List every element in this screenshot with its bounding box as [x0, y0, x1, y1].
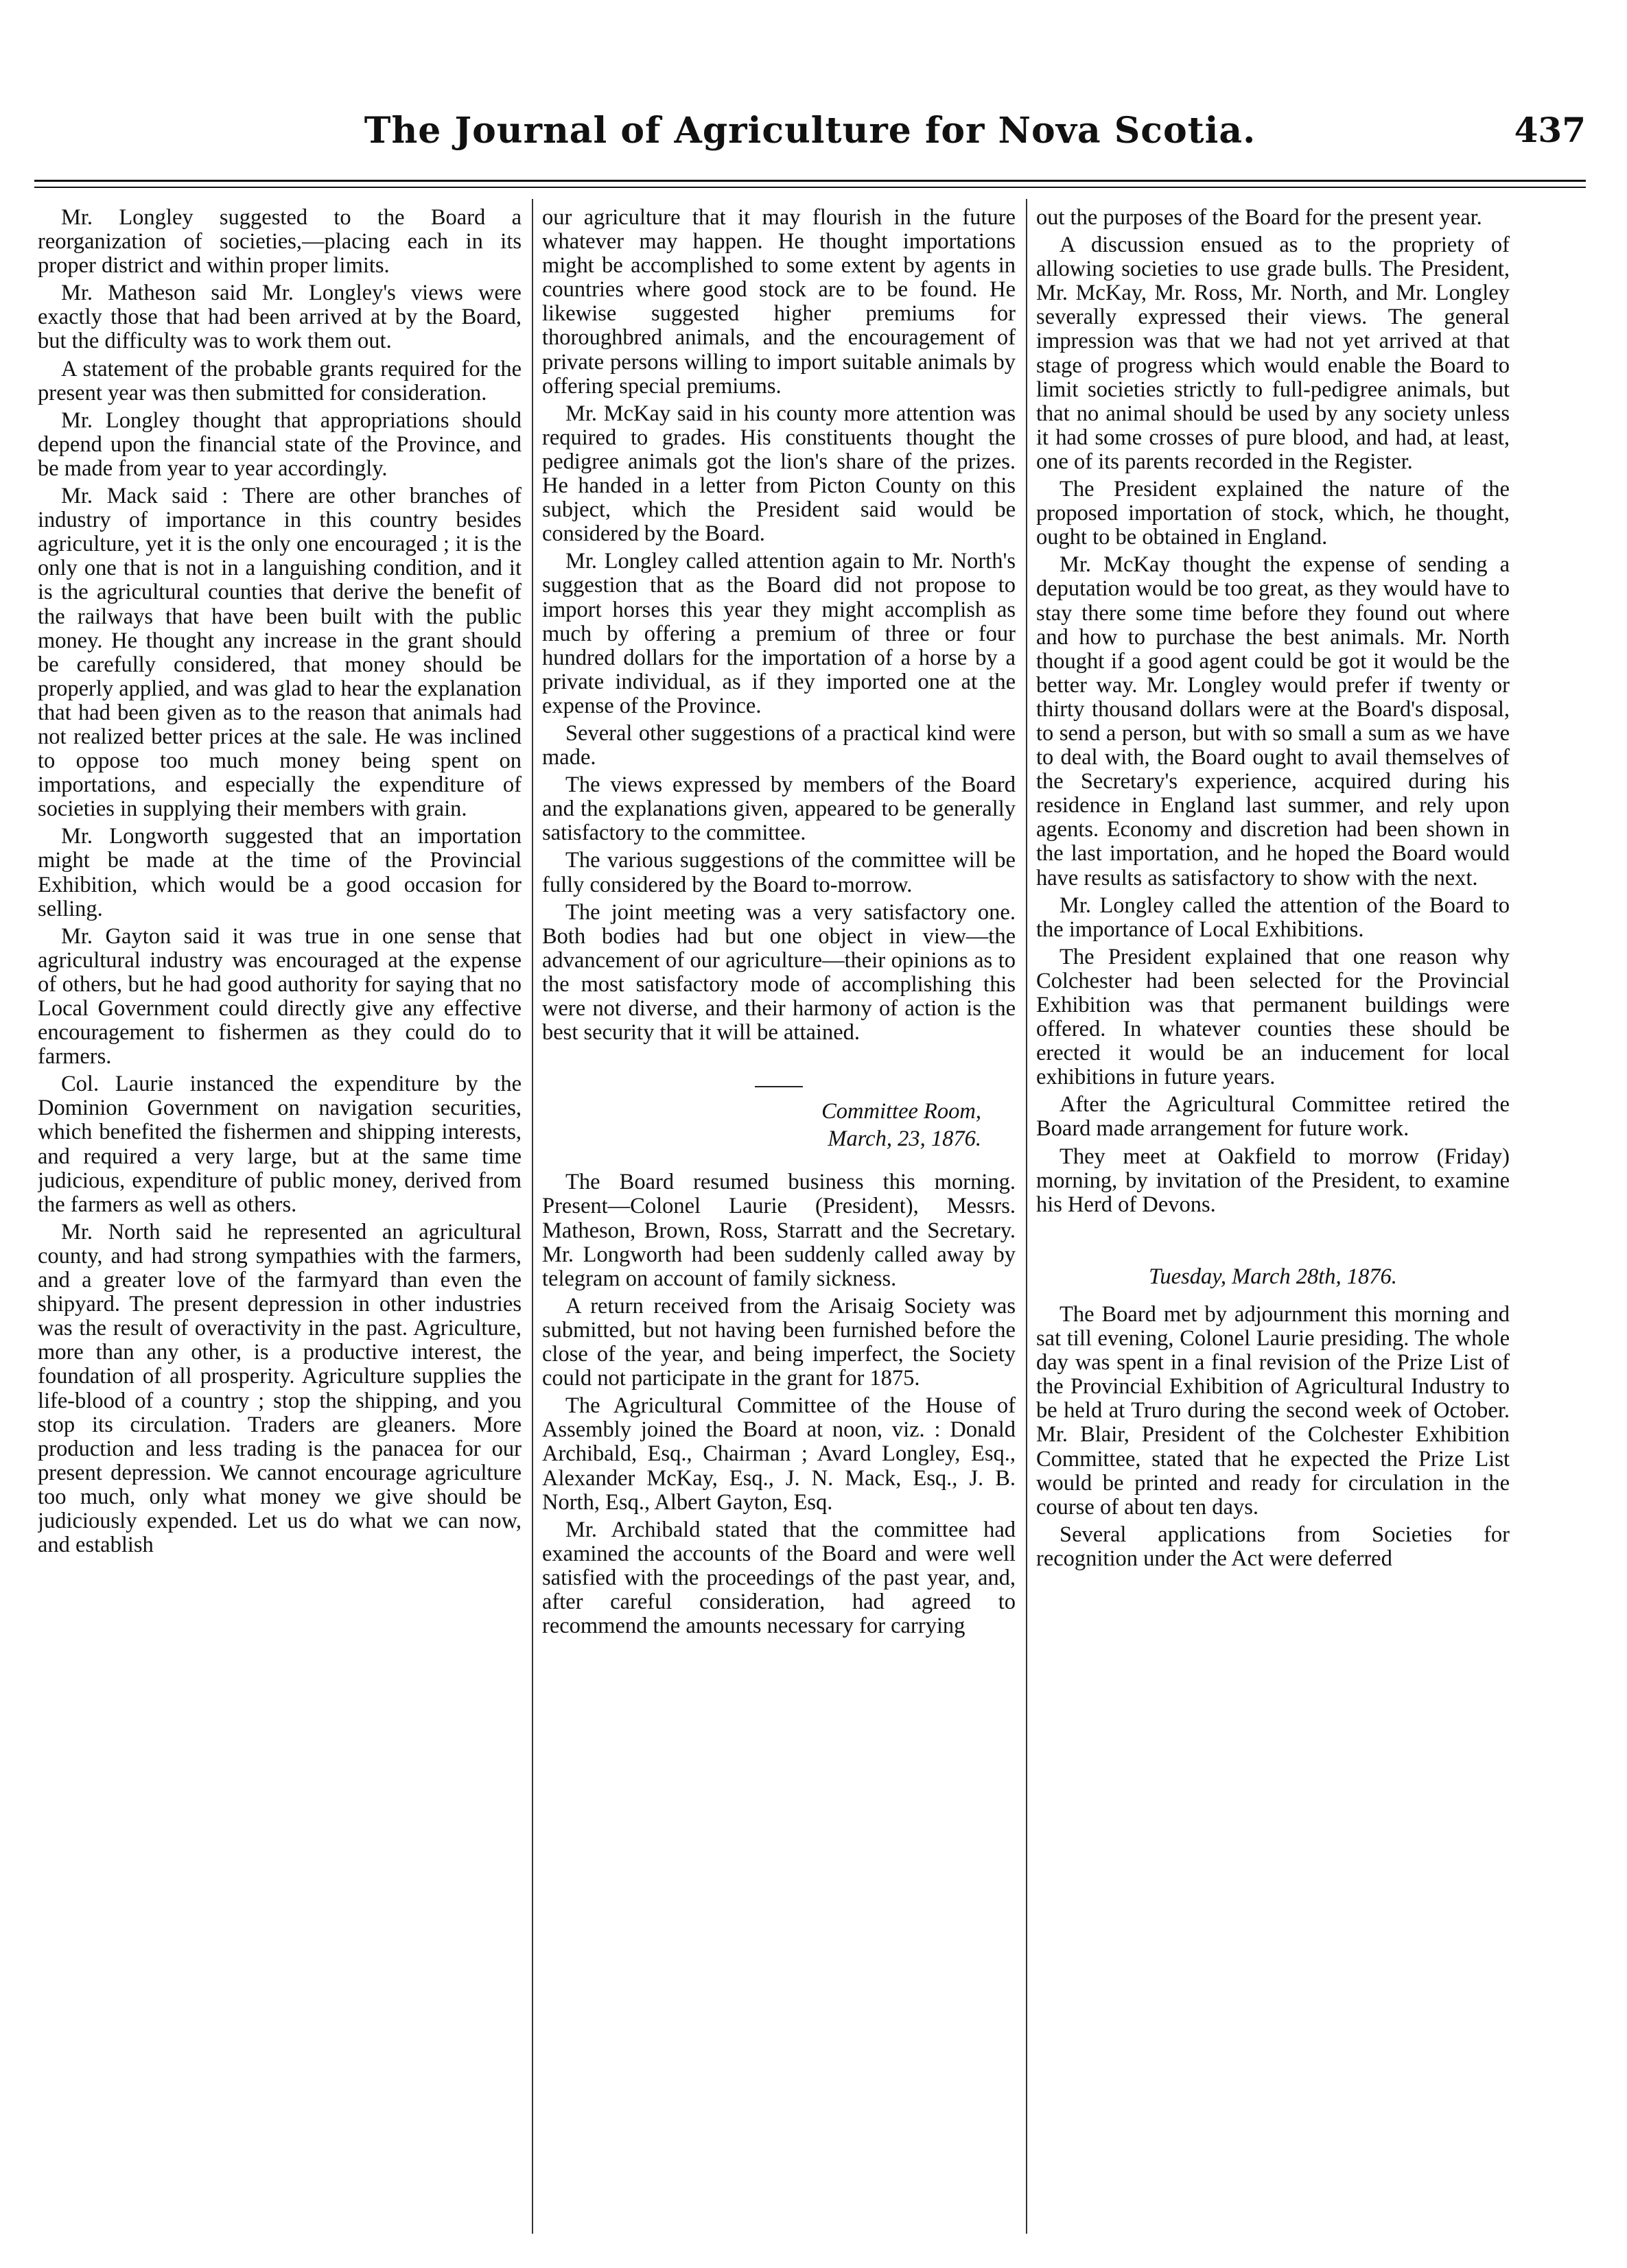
paragraph: Mr. McKay thought the expense of sending a deputation would be too great, as they would have to stay there some time before they found out where and how to purchase the best animals. Mr. North thought if a good agent could be got it would be the better way. Mr. Longley would prefer if twenty or thirty thousand dollars were at the Board's disposal, to send a person, but with so small a sum as we have to deal with, the Board ought to avail themselves of the Secretary's experience, acquired during his residence in England last summer, and rely upon agents. Economy and discretion had been shown in the last importation, and he hoped the Board would have results as satisfactory to show with the next. — [1036, 552, 1510, 890]
paragraph: A discussion ensued as to the propriety of allowing societies to use grade bulls. The President, Mr. McKay, Mr. Ross, Mr. North, and Mr. Longley severally expressed their views. The general impression was that we had not yet arrived at that stage of progress which would enable the Board to limit societies strictly to full-pedigree animals, but that no animal should be used by any society unless it had some crosses of pure blood, and had, at least, one of its parents recorded in the Register. — [1036, 233, 1510, 474]
text-column-2 — [542, 206, 1016, 2241]
paragraph: Mr. Longley called attention again to Mr. North's suggestion that as the Board did not propose to import horses this year they might accomplish as much by offering a premium of three or four hundred dollars for the importation of a horse by a private individual, as if they imported one at the expense of the Province. — [542, 549, 1016, 718]
paragraph: The Board resumed business this morning. Present—Colonel Laurie (President), Messrs. Matheson, Brown, Ross, Starratt and the Secretary. Mr. Longworth had been suddenly called away by telegram on account of family sickness. — [542, 1170, 1016, 1291]
paragraph: Mr. Longley suggested to the Board a reorganization of societies,—placing each in its proper district and within proper limits. — [38, 206, 522, 279]
paragraph: The President explained that one reason why Colchester had been selected for the Provincial Exhibition was that permanent buildings were offered. In whatever counties these should be erected it would be an inducement for local exhibitions in future years. — [1036, 944, 1510, 1090]
header-rule-bottom — [34, 187, 1586, 188]
paragraph: A return received from the Arisaig Society was submitted, but not having been furnished before the close of the year, and being imperfect, the Society could not participate in the grant for 1875. — [542, 1293, 1016, 1391]
paragraph: The views expressed by members of the Board and the explanations given, appeared to be generally satisfactory to the committee. — [542, 772, 1016, 846]
paragraph: Mr. Longley thought that appropriations should depend upon the financial state of the Province, and be made from year to year accordingly. — [38, 407, 522, 481]
paragraph: After the Agricultural Committee retired the Board made arrangement for future work. — [1036, 1092, 1510, 1142]
paragraph: Mr. North said he represented an agricultural county, and had strong sympathies with the farmers, and a greater love of the farmyard than even the shipyard. The present depression in other industries was the result of overactivity in the past. Agriculture, more than any other, is a productive interest, the foundation of all prosperity. Agriculture supplies the life-blood of a country ; stop the shipping, and you stop its circulation. Traders are gleaners. More production and less trading is the panacea for our present depression. We cannot encourage agriculture too much, only what money we give should be judiciously expended. Let us do what we can now, and establish — [38, 1219, 522, 1558]
paragraph: our agriculture that it may flourish in the future whatever may happen. He thought importations might be accomplished to some extent by agents in countries where good stock are to be found. He likewise suggested higher premiums for thoroughbred animals, and the encouragement of private persons willing to import suitable animals by offering special premiums. — [542, 206, 1016, 399]
dateline-date: Tuesday, March 28th, 1876. — [1149, 1264, 1397, 1289]
paragraph: out the purposes of the Board for the present year. — [1036, 206, 1482, 230]
column-divider-2 — [1026, 199, 1027, 2234]
paragraph: Several other suggestions of a practical kind were made. — [542, 720, 1016, 770]
paragraph: Mr. Gayton said it was true in one sense that agricultural industry was encouraged at the expense of others, but he had good authority for saying that no Local Government could directly give any effective encouragement to fishermen as they could do to farmers. — [38, 923, 522, 1070]
paragraph: Several applications from Societies for recognition under the Act were deferred — [1036, 1522, 1510, 1571]
paragraph: The President explained the nature of the proposed importation of stock, which, he thought, ought to be obtained in England. — [1036, 477, 1510, 550]
running-title: The Journal of Agriculture for Nova Scotia. — [364, 110, 1256, 152]
text-column-3 — [1036, 206, 1510, 2241]
paragraph: Mr. McKay said in his county more attention was required to grades. His constituents thought the pedigree animals got the lion's share of the prizes. He handed in a letter from Picton County on this subject, which the President said would be considered by the Board. — [542, 401, 1016, 547]
paragraph: A statement of the probable grants required for the present year was then submitted for consideration. — [38, 356, 522, 405]
paragraph: The joint meeting was a very satisfactory one. Both bodies had but one object in view—the advancement of our agriculture—their opinions as to the most satisfactory mode of accomplishing this were not diverse, and their harmony of action is the best security that it will be attained. — [542, 899, 1016, 1046]
paragraph: The Agricultural Committee of the House of Assembly joined the Board at noon, viz. : Donald Archibald, Esq., Chairman ; Avard Longley, Esq., Alexander McKay, Esq., J. N. Mack, Esq., J. B. North, Esq., Albert Gayton, Esq. — [542, 1393, 1016, 1515]
paragraph: Mr. Archibald stated that the committee had examined the accounts of the Board and were well satisfied with the proceedings of the past year, and, after careful consideration, had agreed to recommend the amounts necessary for carrying — [542, 1517, 1016, 1639]
text-column-1 — [38, 206, 522, 2241]
paragraph: The various suggestions of the committee will be fully considered by the Board to-morrow. — [542, 848, 1016, 897]
paragraph: They meet at Oakfield to morrow (Friday) morning, by invitation of the President, to examine his Herd of Devons. — [1036, 1144, 1510, 1217]
dateline-place: Committee Room, — [821, 1099, 981, 1124]
dateline-date: March, 23, 1876. — [828, 1126, 981, 1152]
section-separator — [755, 1086, 803, 1087]
column-divider-1 — [532, 199, 533, 2234]
page-header — [34, 110, 1586, 172]
page-number: 437 — [1514, 110, 1586, 150]
paragraph: Col. Laurie instanced the expenditure by the Dominion Government on navigation securities, which benefited the fishermen and shipping interests, and required a very large, but at the same time judicious, expenditure of public money, derived from the farmers as well as others. — [38, 1072, 522, 1217]
paragraph: Mr. Mack said : There are other branches of industry of importance in this country besides agriculture, yet it is the only one encouraged ; it is the only one that is not in a languishing condition, and it is the agricultural counties that derive the benefit of the railways that have been built with the public money. He thought any increase in the grant should be carefully considered, that money should be properly applied, and was glad to hear the explanation that had been given as to the reason that animals had not realized better prices at the sale. He was inclined to oppose too much money being spent on importations, and especially the expenditure of societies in supplying their members with grain. — [38, 484, 522, 822]
paragraph: Mr. Longley called the attention of the Board to the importance of Local Exhibitions. — [1036, 893, 1510, 942]
paragraph: The Board met by adjournment this morning and sat till evening, Colonel Laurie presiding. The whole day was spent in a final revision of the Prize List of the Provincial Exhibition of Agricultural Industry to be held at Truro during the second week of October. Mr. Blair, President of the Colchester Exhibition Committee, stated that he expected the Prize List would be printed and ready for circulation in the course of about ten days. — [1036, 1301, 1510, 1520]
header-rule-top — [34, 180, 1586, 182]
paragraph: Mr. Matheson said Mr. Longley's views were exactly those that had been arrived at by the Board, but the difficulty was to work them out. — [38, 281, 522, 354]
paragraph: Mr. Longworth suggested that an importation might be made at the time of the Provincial Exhibition, which would be a good occasion for selling. — [38, 824, 522, 921]
